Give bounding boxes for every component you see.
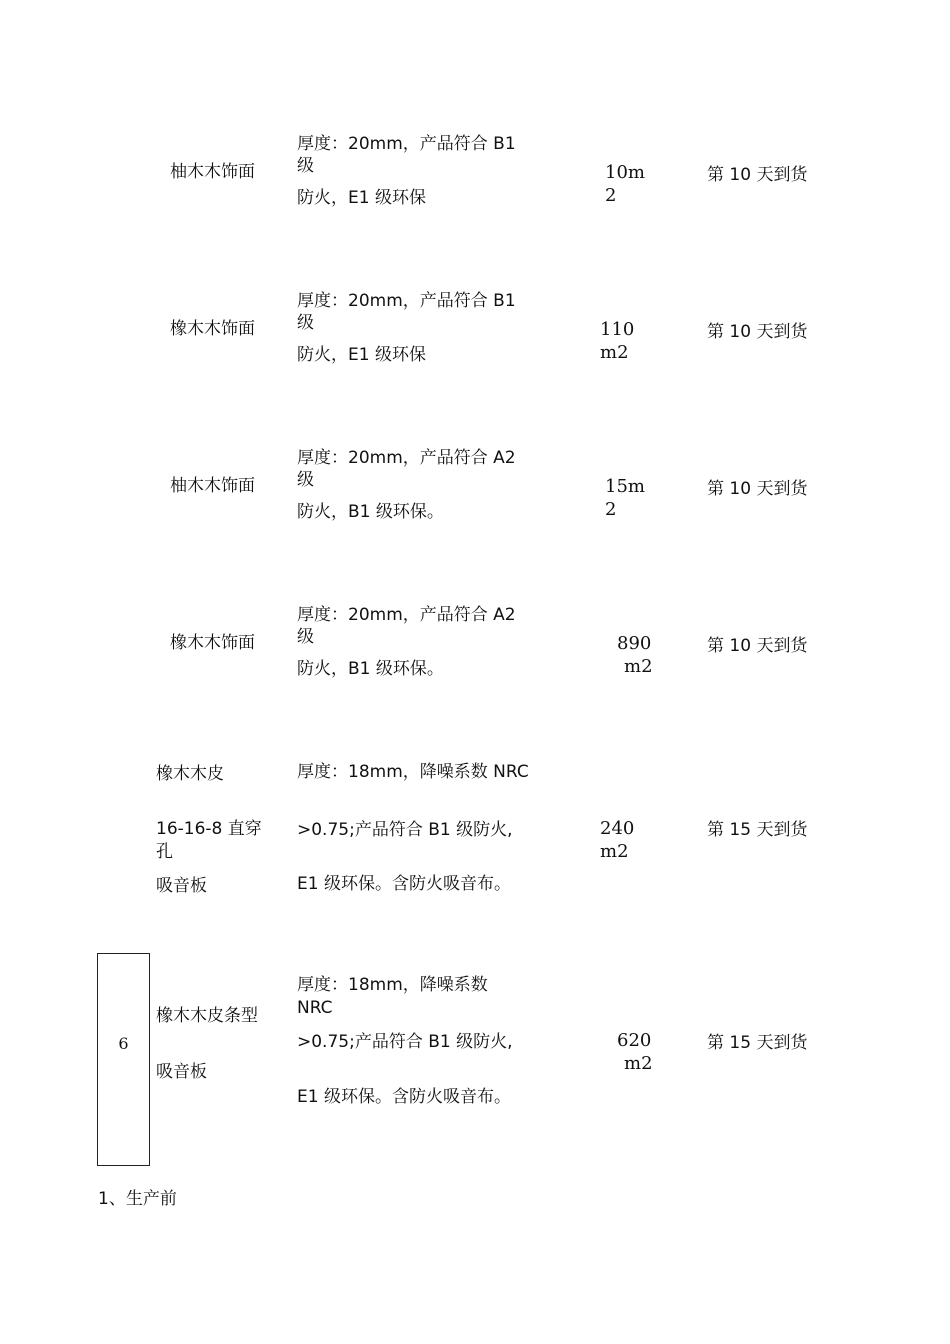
quantity-line: m2: [624, 656, 653, 677]
product-name: 吸音板: [156, 876, 207, 896]
quantity-line: m2: [600, 841, 629, 862]
product-spec: [297, 133, 542, 209]
spec-line: 厚度：20mm，产品符合 A2: [297, 605, 516, 625]
spec-line: 级: [297, 470, 314, 490]
spec-line: NRC: [297, 998, 333, 1018]
spec-line: 防火，E1 级环保: [297, 345, 426, 365]
spec-line: >0.75;产品符合 B1 级防火,: [297, 1032, 513, 1052]
product-spec: [297, 604, 542, 680]
quantity-line: 110: [600, 319, 635, 340]
product-name: 橡木木饰面: [170, 319, 255, 339]
spec-line: 级: [297, 156, 314, 176]
delivery-time: 第 15 天到货: [707, 820, 808, 840]
spec-line: >0.75;产品符合 B1 级防火,: [297, 820, 513, 840]
spec-line: E1 级环保。含防火吸音布。: [297, 1087, 511, 1107]
delivery-time: 第 10 天到货: [707, 165, 808, 185]
product-name: 孔: [156, 842, 173, 862]
delivery-time: 第 10 天到货: [707, 322, 808, 342]
spec-line: 防火，B1 级环保。: [297, 502, 444, 522]
spec-line: 级: [297, 313, 314, 333]
quantity-line: m2: [624, 1053, 653, 1074]
spec-line: 厚度：18mm，降噪系数: [297, 975, 488, 995]
spec-line: 厚度：20mm，产品符合 A2: [297, 448, 516, 468]
section-heading: 1、生产前: [98, 1189, 177, 1209]
row-index-cell: [97, 953, 150, 1166]
delivery-time: 第 15 天到货: [707, 1033, 808, 1053]
product-spec: [297, 290, 542, 366]
spec-line: 防火，E1 级环保: [297, 188, 426, 208]
product-name: 16-16-8 直穿: [156, 819, 262, 839]
product-name: 柚木木饰面: [170, 162, 255, 182]
row-index: 6: [118, 1034, 129, 1053]
spec-line: 厚度：18mm，降噪系数 NRC: [297, 762, 529, 782]
product-spec: [297, 447, 542, 523]
quantity-line: 15m: [605, 476, 645, 497]
quantity-line: 620: [617, 1030, 652, 1051]
spec-line: 级: [297, 627, 314, 647]
quantity-line: 240: [600, 818, 635, 839]
quantity-line: 10m: [605, 162, 645, 183]
quantity-line: 2: [605, 499, 617, 520]
spec-line: 防火，B1 级环保。: [297, 659, 444, 679]
spec-line: 厚度：20mm，产品符合 B1: [297, 291, 516, 311]
quantity-line: 890: [617, 633, 652, 654]
quantity-line: 2: [605, 185, 617, 206]
product-name: 橡木木皮: [156, 764, 224, 784]
delivery-time: 第 10 天到货: [707, 479, 808, 499]
product-name: 柚木木饰面: [170, 476, 255, 496]
spec-line: 厚度：20mm，产品符合 B1: [297, 134, 516, 154]
product-name: 吸音板: [156, 1062, 207, 1082]
product-name: 橡木木皮条型: [156, 1006, 258, 1026]
spec-line: E1 级环保。含防火吸音布。: [297, 874, 511, 894]
quantity-line: m2: [600, 342, 629, 363]
product-name: 橡木木饰面: [170, 633, 255, 653]
delivery-time: 第 10 天到货: [707, 636, 808, 656]
